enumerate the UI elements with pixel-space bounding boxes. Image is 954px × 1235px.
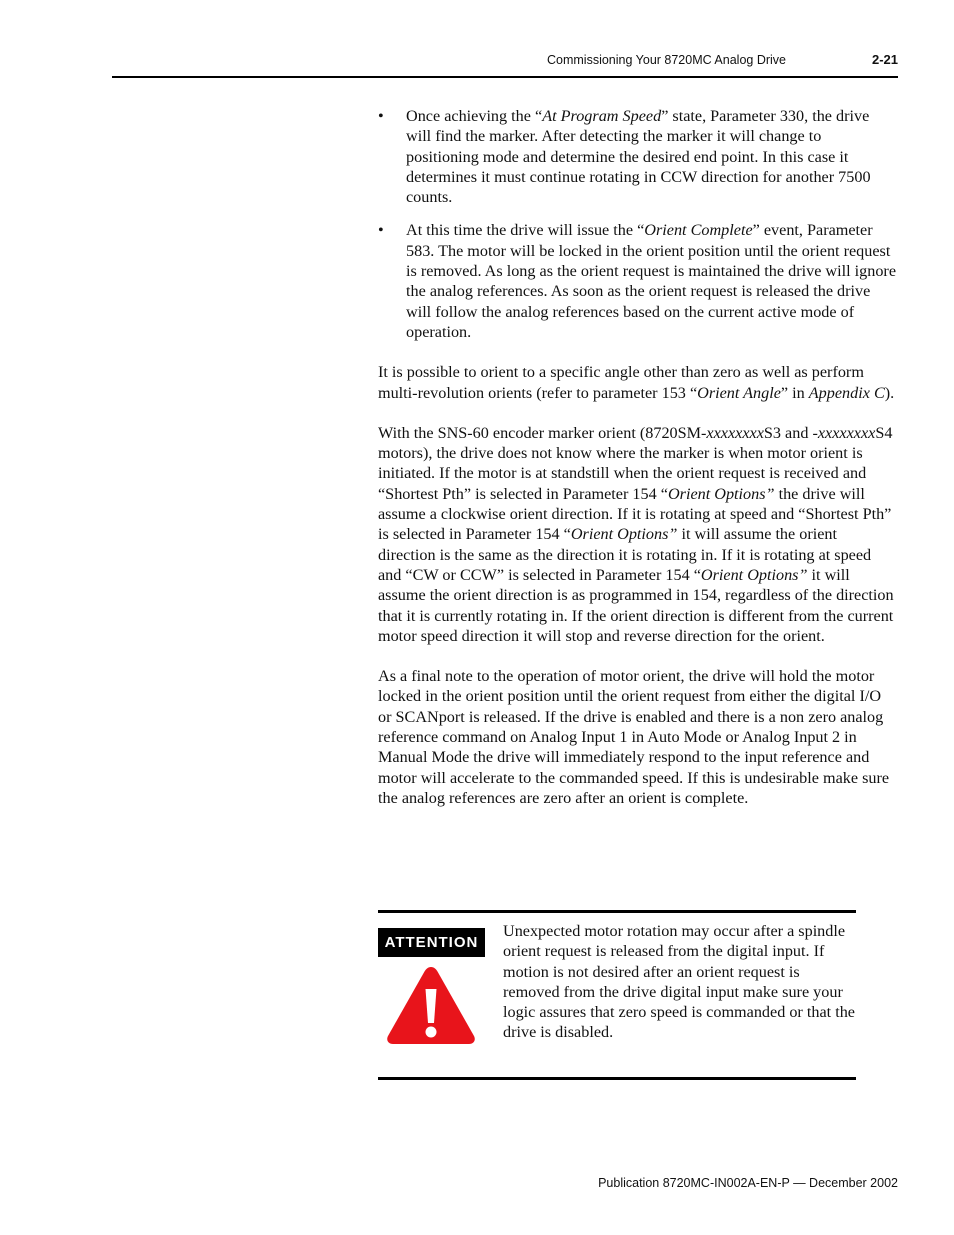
paragraph-sns60-orient [378,423,896,646]
paragraph-orient-angle [378,362,896,403]
page-header [112,50,898,78]
attention-text: Unexpected motor rotation may occur after a spindle orient request is released from the digital input. If motion is not desired after an orient request is removed from the drive digital input make sure your logic assures that zero speed is commanded or that the drive is disabled. [503,922,855,1042]
text-run: ). [884,383,895,402]
text-run: With the SNS-60 encoder marker orient (8720SM- [378,423,707,442]
italic-term: xxxxxxxx [706,423,764,442]
bullet-list [378,106,896,342]
text-run: it will assume the orient direction is as programmed in 154, regardless of the direction that it is currently rotating in. If the orient direction is different from the current motor speed direction it will stop and reverse direction for the orient. [378,565,894,645]
header-title: Commissioning Your 8720MC Analog Drive [546,53,786,67]
text-run: It is possible to orient to a specific angle other than zero as well as perform multi-revolution orients (refer to parameter 153 “ [378,363,864,402]
text-run: S4 motors), the drive does not know where the marker is when motor orient is initiated. If the motor is at standstill when the orient request is received and “Shortest Pth” is selected in Parameter 154 “ [378,423,893,503]
italic-term: Orient Options” [570,525,678,544]
text-run: it will assume the orient direction is the same as the direction it is rotating in. If it is rotating at speed and “CW or CCW” is selected in Parameter 154 “ [378,525,872,584]
list-item [378,106,896,207]
bullet-glyph: • [378,107,384,125]
page-footer: Publication 8720MC-IN002A-EN-P — December 2002 [598,1176,898,1190]
italic-term: Orient Angle [697,383,781,402]
italic-term: Orient Options” [667,484,775,503]
text-run: S3 and - [763,423,818,442]
attention-label: ATTENTION [378,928,485,957]
body-content [378,106,896,828]
text-run: ” in [780,383,809,402]
text-run: the drive will assume a clockwise orient direction. If it is rotating at speed and “Shortest Pth” is selected in Parameter 154 “ [378,484,892,544]
page-number: 2-21 [871,52,898,67]
list-item [378,220,896,342]
text-run: ” event, Parameter 583. The motor will be locked in the orient position until the orient request is removed. As long as the orient request is maintained the drive will ignore the analog references. As soon as the orient request is released the drive will follow the analog references based on the current active mode of operation. [406,221,897,341]
italic-term: Orient Options” [700,565,808,584]
italic-term: xxxxxxxx [817,423,876,442]
text-run: Once achieving the “ [406,107,543,125]
text-run: At this time the drive will issue the “ [406,221,645,240]
paragraph-final-note: As a final note to the operation of motor orient, the drive will hold the motor locked in the orient position until the orient request from either the digital I/O or SCANport is released. If the drive is enabled and there is a non zero analog reference command on Analog Input 1 in Auto Mode or Analog Input 2 in Manual Mode the drive will immediately respond to the input reference and motor will accelerate to the commanded speed. If this is undesirable make sure the analog references are zero after an orient is complete. [378,667,890,807]
text-run: ” state, Parameter 330, the drive will find the marker. After detecting the marker it will change to positioning mode and determine the desired end point. In this case it determines it must continue rotating in CCW direction for another 7500 counts. [406,107,871,207]
bullet-glyph: • [378,221,384,240]
attention-box [378,910,856,1080]
italic-term: Orient Complete [644,221,753,240]
italic-term: Appendix C [808,383,885,402]
italic-term: At Program Speed [542,107,662,125]
warning-exclamation-icon [384,963,478,1047]
